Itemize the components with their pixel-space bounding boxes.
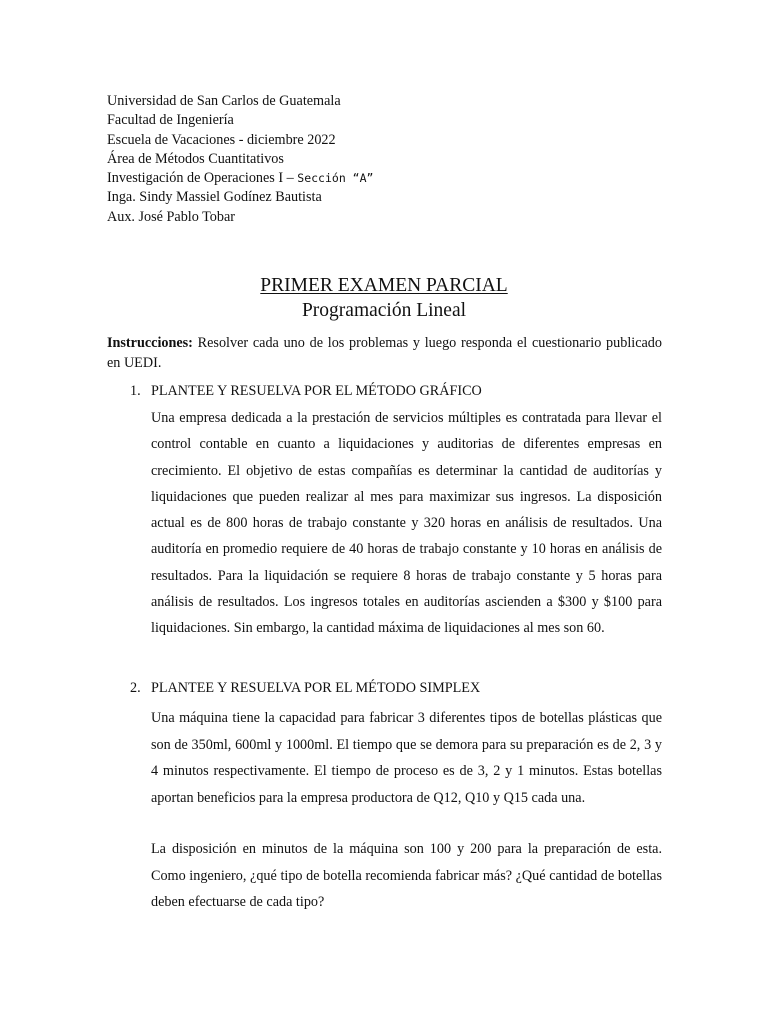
instructor-name: Inga. Sindy Massiel Godínez Bautista [107,189,322,206]
exam-title: PRIMER EXAMEN PARCIAL [260,275,508,296]
problem-2-title: PLANTEE Y RESUELVA POR EL MÉTODO SIMPLEX [151,680,481,696]
faculty-name: Facultad de Ingeniería [107,112,234,129]
university-name: Universidad de San Carlos de Guatemala [107,93,341,109]
problem-1-heading [130,382,482,400]
course-section: Sección “A” [297,171,374,186]
area-name: Área de Métodos Cuantitativos [107,150,284,167]
problem-2-body-continued: La disposición en minutos de la máquina son 100 y 200 para la preparación de esta. Como ingeniero, ¿qué tipo de botella recomienda fabricar más? ¿Qué cantidad de botellas deben efectuarse de cada tipo? [151,841,662,910]
problem-1-number: 1. [130,383,141,399]
problem-1-title: PLANTEE Y RESUELVA POR EL MÉTODO GRÁFICO [151,383,482,399]
institution-header [107,92,373,227]
instructions [107,334,662,373]
assistant-name: Aux. José Pablo Tobar [107,208,235,225]
instructions-label: Instrucciones: [107,335,193,351]
problem-2-heading [130,679,480,697]
exam-subtitle: Programación Lineal [301,300,467,321]
problem-2-body: Una máquina tiene la capacidad para fabricar 3 diferentes tipos de botellas plásticas que son de 350ml, 600ml y 1000ml. El tiempo que se demora para su preparación es de 2, 3 y 4 minutos respectivamente. El tiempo de proceso es de 3, 2 y 1 minutos. Estas botellas aportan beneficios para la empresa productora de Q12, Q10 y Q15 cada una. [151,710,662,806]
problem-2-number: 2. [130,680,141,696]
problem-1-body: Una empresa dedicada a la prestación de servicios múltiples es contratada para llevar el control contable en cuanto a liquidaciones y auditorias de diferentes empresas en crecimiento. El objetivo de estas compañías es determinar la cantidad de auditorías y liquidaciones que pueden realizar al mes para maximizar sus ingresos. La disposición actual es de 800 horas de trabajo constante y 320 horas en análisis de resultados. Una auditoría en promedio requiere de 40 horas de trabajo constante y 10 horas en análisis de resultados. Para la liquidación se requiere 8 horas de trabajo constante y 5 horas para análisis de resultados. Los ingresos totales en auditorías ascienden a $300 y $100 para liquidaciones. Sin embargo, la cantidad máxima de liquidaciones al mes son 60. [151,410,662,637]
course-line [107,169,373,188]
school-term: Escuela de Vacaciones - diciembre 2022 [107,131,336,148]
course-name: Investigación de Operaciones I – [107,170,298,187]
instructions-text: Resolver cada uno de los problemas y luego responda el cuestionario publicado en UEDI. [107,335,662,371]
